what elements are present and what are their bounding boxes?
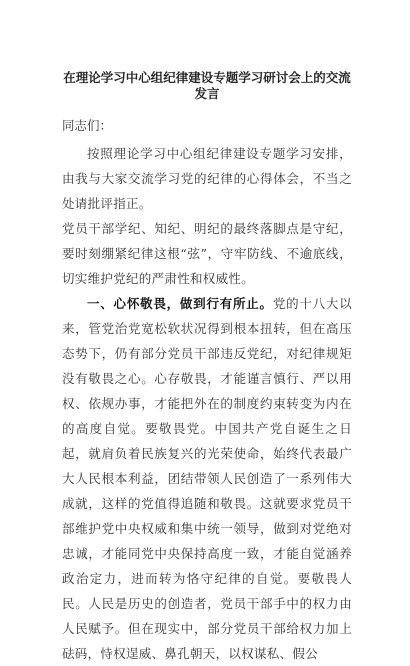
section-1-heading: 一、心怀敬畏，做到行有所止。 [87,296,273,311]
paragraph-intro: 按照理论学习中心组纪律建设专题学习安排，由我与大家交流学习党的纪律的心得体会，不当之处请批评指正。 [62,146,352,211]
section-1-body: 党的十八大以来，管党治党宽松软状况得到根本扭转，但在高压态势下，仍有部分党员干部违反党纪，对纪律规矩没有敬畏之心。心存敬畏，才能谨言慎行、严以用权、依规办事，才能把外在的制度约束转变为内在的高度自觉。要敬畏党。中国共产党自诞生之日起，就肩负着民族复兴的光荣使命，始终代表最广大人民根本利益，团结带领人民创造了一系列伟大成就，这样的党值得追随和敬畏。这就要求党员干部维护党中央权威和集中统一领导，做到对党绝对忠诚，才能同党中央保持高度一致，才能自觉涵养政治定力，进而转为恪守纪律的自觉。要敬畏人民。人民是历史的创造者，党员干部手中的权力由人民赋予。但在现实中，部分党员干部给权力加上砝码，恃权逞威、鼻孔朝天，以权谋私、假公 [62,296,352,661]
section-1-paragraph [62,291,352,666]
salutation: 同志们： [62,118,113,133]
paragraph-discipline: 党员干部学纪、知纪、明纪的最终落脚点是守纪，要时刻绷紧纪律这根“弦”，守牢防线、不逾底线，切实维护党纪的严肃性和权威性。 [62,221,352,286]
document-title: 在理论学习中心组纪律建设专题学习研讨会上的交流发言 [63,70,351,101]
